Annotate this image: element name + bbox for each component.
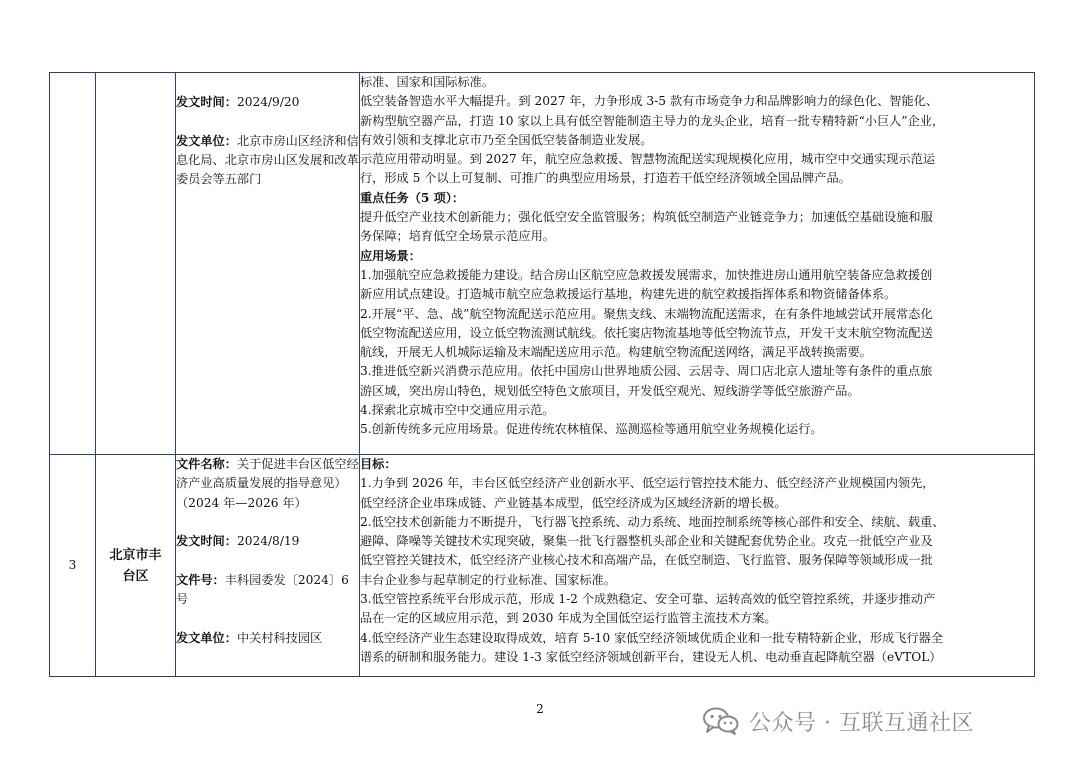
content-line: 行，形成 5 个以上可复制、可推广的典型应用场景，打造若干低空经济领域全国品牌产品。 [360, 171, 851, 186]
policy-content-cell [360, 73, 1035, 455]
content-line: 新应用试点建设。打造城市航空应急救援运行基地，构建先进的航空救援指挥体系和物资储备体系。 [360, 287, 897, 302]
content-line: 务保障；培育低空全场景示范应用。 [360, 229, 555, 244]
table-row [50, 455, 1035, 677]
content-line: 低空物流配送应用，设立低空物流测试航线。依托窦店物流基地等低空物流节点，开发干支末航空物流配送 [360, 325, 933, 340]
content-line: 谱系的研制和服务能力。建设 1-3 家低空经济领域创新平台，建设无人机、电动垂直起降航空器（eVTOL） [360, 649, 942, 664]
policy-table [49, 72, 1035, 677]
content-line: 品在一定的区域应用示范，到 2030 年成为全国低空运行监管主流技术方案。 [360, 611, 777, 626]
content-line: 低空管控关键技术，低空经济产业核心技术和高端产品，在低空制造、飞行监管、服务保障等领域形成一批 [360, 553, 933, 568]
document-meta-cell [176, 455, 360, 677]
content-line: 3.低空管控系统平台形成示范，形成 1-2 个成熟稳定、安全可靠、运转高效的低空管控系统，并逐步推动产 [360, 592, 936, 607]
name-label: 文件名称： [176, 457, 237, 471]
tasks-heading: 重点任务（5 项）： [360, 190, 465, 205]
unit-label: 发文单位： [176, 133, 237, 148]
content-line: 提升低空产业技术创新能力；强化低空安全监管服务；构筑低空制造产业链竞争力；加速低空基础设施和服 [360, 210, 933, 225]
content-line: 新构型航空器产品，打造 10 家以上具有低空智能制造主导力的龙头企业，培育一批专精特新“小巨人”企业， [360, 113, 945, 128]
docno-label: 文件号： [176, 573, 225, 588]
date-value: 2024/9/20 [236, 95, 300, 109]
unit-value: 北京市房山区经济和信息化局、北京市房山区发展和改革委员会等五部门 [176, 133, 359, 187]
docno-value: 丰科园委发〔2024〕6 号 [176, 573, 349, 607]
content-line: 航线，开展无人机城际运输及末端配送应用示范。构建航空物流配送网络，满足平战转换需要。 [360, 345, 872, 360]
date-label: 发文时间： [176, 95, 237, 109]
content-line: 5.创新传统多元应用场景。促进传统农林植保、巡测巡检等通用航空业务规模化运行。 [360, 422, 823, 437]
district-cell [96, 73, 176, 455]
page-number: 2 [536, 702, 544, 716]
content-line: 2.开展“平、急、战”航空物流配送示范应用。聚焦支线、末端物流配送需求，在有条件地域尝试开展常态化 [360, 306, 933, 321]
content-line: 4.低空经济产业生态建设取得成效，培育 5-10 家低空经济领域优质企业和一批专精特新企业，形成飞行器全 [360, 630, 944, 645]
row-number-cell [50, 73, 96, 455]
district-name: 北京市丰台区 [109, 547, 162, 584]
table-row [50, 73, 1035, 455]
content-line: 低空经济企业串珠成链、产业链基本成型，低空经济成为区域经济新的增长极。 [360, 495, 787, 510]
content-line: 有效引领和支撑北京市乃至全国低空装备制造业发展。 [360, 132, 653, 147]
goal-heading: 目标： [360, 457, 397, 471]
content-line: 标准、国家和国际标准。 [360, 75, 495, 89]
unit-value: 中关村科技园区 [236, 631, 323, 646]
content-line: 避障、降噪等关键技术实现突破，聚集一批飞行器整机头部企业和关键配套优势企业。攻克一批低空产业及 [360, 534, 933, 549]
wechat-icon [703, 707, 739, 735]
content-line: 1.力争到 2026 年，丰台区低空经济产业创新水平、低空运行管控技术能力、低空经济产业规模国内领先， [360, 476, 935, 491]
scenes-heading: 应用场景： [360, 248, 421, 263]
content-line: 低空装备智造水平大幅提升。到 2027 年，力争形成 3-5 款有市场竞争力和品牌影响力的绿色化、智能化、 [360, 94, 939, 109]
content-line: 2.低空技术创新能力不断提升，飞行器飞控系统、动力系统、地面控制系统等核心部件和安全、续航、载重、 [360, 514, 945, 529]
content-line: 示范应用带动明显。到 2027 年，航空应急救援、智慧物流配送实现规模化应用，城市空中交通实现示范运 [360, 152, 936, 167]
policy-content-cell [360, 455, 1035, 677]
name-value: 关于促进丰台区低空经济产业高质量发展的指导意见）（2024 年—2026 年） [176, 457, 359, 510]
content-line: 1.加强航空应急救援能力建设。结合房山区航空应急救援发展需求，加快推进房山通用航空装备应急救援创 [360, 267, 933, 282]
watermark-text: 公众号 · 互联互通社区 [749, 710, 974, 736]
document-meta-cell [176, 73, 360, 455]
unit-label: 发文单位： [176, 631, 237, 646]
content-line: 游区域，突出房山特色，规划低空特色文旅项目，开发低空观光、短线游学等低空旅游产品。 [360, 383, 860, 398]
row-number-cell: 3 [50, 455, 96, 677]
content-line: 4.探索北京城市空中交通应用示范。 [360, 403, 555, 418]
date-value: 2024/8/19 [236, 534, 300, 549]
content-line: 丰台企业参与起草制定的行业标准、国家标准。 [360, 572, 616, 587]
date-label: 发文时间： [176, 534, 237, 549]
content-line: 3.推进低空新兴消费示范应用。依托中国房山世界地质公园、云居寺、周口店北京人遗址等有条件的重点旅 [360, 364, 933, 379]
district-cell [96, 455, 176, 677]
watermark [703, 706, 974, 736]
